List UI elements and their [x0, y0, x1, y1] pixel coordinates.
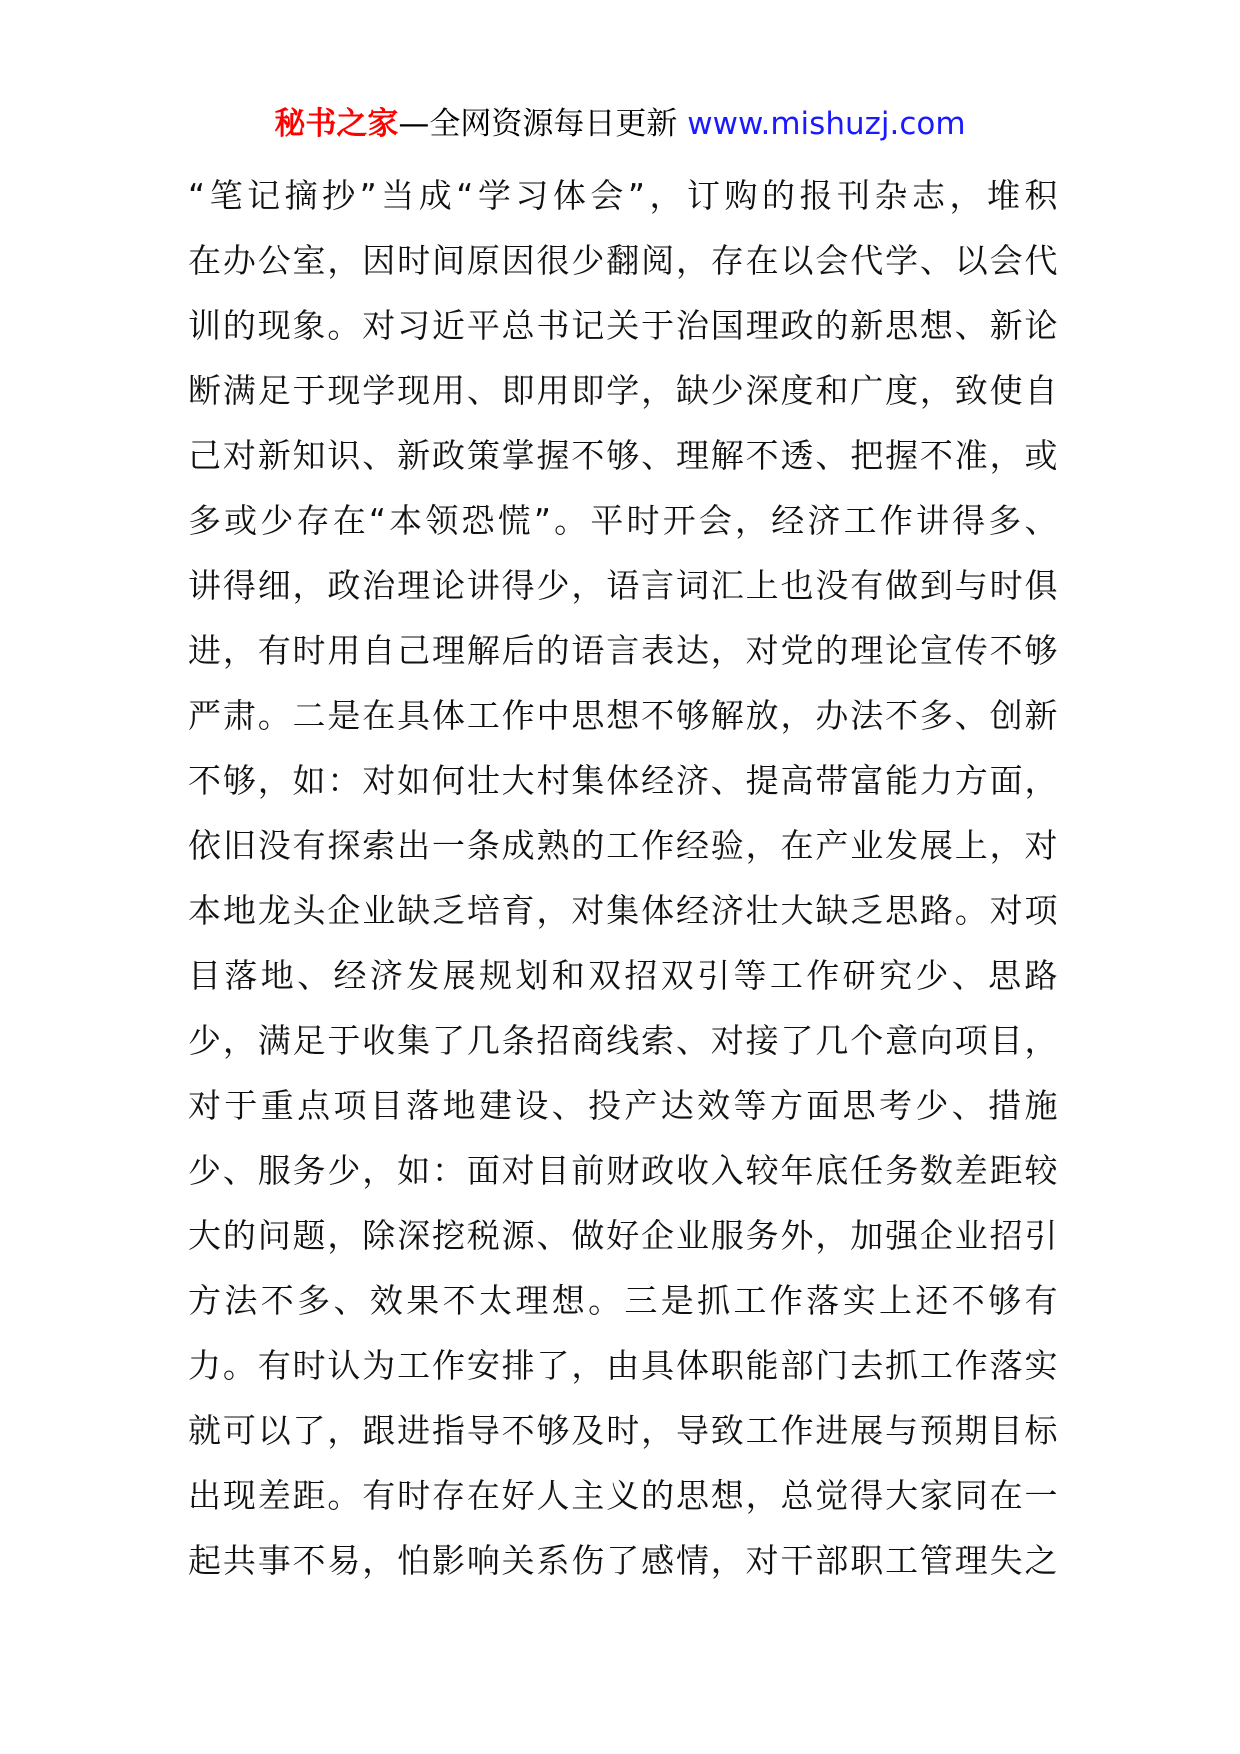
text-line: “笔记摘抄”当成“学习体会”，订购的报刊杂志，堆积 [188, 176, 1058, 215]
document-body [188, 163, 1058, 1593]
text-line: 少，满足于收集了几条招商线索、对接了几个意向项目， [188, 1021, 1058, 1060]
text-line: 方法不多、效果不太理想。三是抓工作落实上还不够有 [188, 1281, 1058, 1320]
text-line: 在办公室，因时间原因很少翻阅，存在以会代学、以会代 [188, 241, 1058, 280]
text-line: 起共事不易，怕影响关系伤了感情，对干部职工管理失之 [188, 1541, 1058, 1580]
text-line: 出现差距。有时存在好人主义的思想，总觉得大家同在一 [188, 1476, 1058, 1515]
site-header [0, 100, 1240, 148]
text-line: 多或少存在“本领恐慌”。平时开会，经济工作讲得多、 [188, 501, 1058, 540]
text-line: 讲得细，政治理论讲得少，语言词汇上也没有做到与时俱 [188, 566, 1058, 605]
brand-name: 秘书之家 [274, 106, 399, 142]
text-line: 少、服务少，如：面对目前财政收入较年底任务数差距较 [188, 1151, 1058, 1190]
site-url-link[interactable]: www.mishuzj.com [687, 106, 966, 142]
text-line: 本地龙头企业缺乏培育，对集体经济壮大缺乏思路。对项 [188, 891, 1058, 930]
text-line: 对于重点项目落地建设、投产达效等方面思考少、措施 [188, 1086, 1058, 1125]
text-line: 就可以了，跟进指导不够及时，导致工作进展与预期目标 [188, 1411, 1058, 1450]
text-line: 不够，如：对如何壮大村集体经济、提高带富能力方面， [188, 761, 1058, 800]
text-line: 依旧没有探索出一条成熟的工作经验，在产业发展上，对 [188, 826, 1058, 865]
text-line: 目落地、经济发展规划和双招双引等工作研究少、思路 [188, 956, 1058, 995]
text-line: 进，有时用自己理解后的语言表达，对党的理论宣传不够 [188, 631, 1058, 670]
header-slogan: —全网资源每日更新 [398, 106, 688, 142]
text-line: 训的现象。对习近平总书记关于治国理政的新思想、新论 [188, 306, 1058, 345]
text-line: 大的问题，除深挖税源、做好企业服务外，加强企业招引 [188, 1216, 1058, 1255]
text-line: 断满足于现学现用、即用即学，缺少深度和广度，致使自 [188, 371, 1058, 410]
text-line: 力。有时认为工作安排了，由具体职能部门去抓工作落实 [188, 1346, 1058, 1385]
text-line: 己对新知识、新政策掌握不够、理解不透、把握不准，或 [188, 436, 1058, 475]
text-line: 严肃。二是在具体工作中思想不够解放，办法不多、创新 [188, 696, 1058, 735]
